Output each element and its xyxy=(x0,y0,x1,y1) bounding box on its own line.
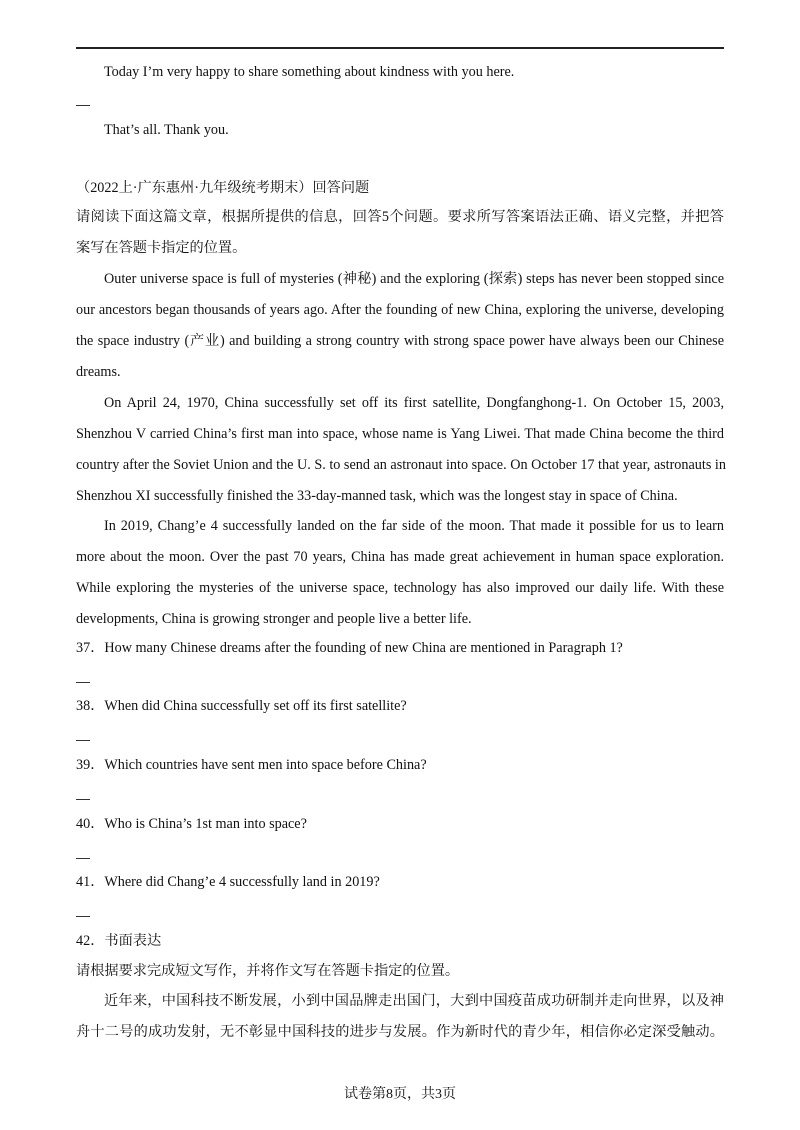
passage-line: Shenzhou V carried China’s first man into space, whose name is Yang Liwei. That made China become the third xyxy=(76,426,724,442)
passage-line: developments, China is growing stronger and people live a better life. xyxy=(76,611,472,627)
writing-title: 42．书面表达 xyxy=(76,933,162,949)
passage-line: our ancestors began thousands of years ago. After the founding of new China, exploring the universe, developing xyxy=(76,302,724,318)
passage-line: While exploring the mysteries of the universe space, technology has also improved our daily life. With these xyxy=(76,580,724,596)
passage-line: In 2019, Chang’e 4 successfully landed on the far side of the moon. That made it possible for us to learn xyxy=(104,518,724,534)
writing-prompt-line: 近年来，中国科技不断发展，小到中国品牌走出国门，大到中国疫苗成功研制并走向世界，以及神 xyxy=(104,993,724,1009)
question-38: 38．When did China successfully set off its first satellite? xyxy=(76,698,407,714)
header-line-2: That’s all. Thank you. xyxy=(104,122,229,138)
instruction-line-1: 请阅读下面这篇文章，根据所提供的信息，回答5个问题。要求所写答案语法正确、语义完整，并把答 xyxy=(76,209,724,225)
passage-line: On April 24, 1970, China successfully set off its first satellite, Dongfanghong-1. On October 15, 2003, xyxy=(104,395,724,411)
writing-instruction: 请根据要求完成短文写作，并将作文写在答题卡指定的位置。 xyxy=(76,963,460,979)
answer-blank xyxy=(76,799,90,800)
question-41: 41．Where did Chang’e 4 successfully land in 2019? xyxy=(76,874,380,890)
answer-blank xyxy=(76,105,90,106)
answer-blank xyxy=(76,740,90,741)
passage-line: country after the Soviet Union and the U. S. to send an astronaut into space. On October 17 that year, astronauts in xyxy=(76,457,726,473)
passage-line: dreams. xyxy=(76,364,121,380)
question-40: 40．Who is China’s 1st man into space? xyxy=(76,816,307,832)
instruction-line-2: 案写在答题卡指定的位置。 xyxy=(76,240,247,256)
answer-blank xyxy=(76,682,90,683)
passage-line: the space industry (产业) and building a strong country with strong space power have always been our Chinese xyxy=(76,333,724,349)
passage-line: more about the moon. Over the past 70 years, China has made great achievement in human space exploration. xyxy=(76,549,724,565)
header-line-1: Today I’m very happy to share something about kindness with you here. xyxy=(104,64,515,80)
question-source: （2022上·广东惠州·九年级统考期末）回答问题 xyxy=(76,180,370,196)
top-rule xyxy=(76,47,724,49)
passage-line: Outer universe space is full of mysteries (神秘) and the exploring (探索) steps has never been stopped since xyxy=(104,271,724,287)
question-37: 37．How many Chinese dreams after the founding of new China are mentioned in Paragraph 1? xyxy=(76,640,623,656)
page-footer: 试卷第8页，共3页 xyxy=(344,1087,456,1102)
answer-blank xyxy=(76,858,90,859)
answer-blank xyxy=(76,916,90,917)
passage-line: Shenzhou XI successfully finished the 33-day-manned task, which was the longest stay in space of China. xyxy=(76,488,678,504)
question-39: 39．Which countries have sent men into space before China? xyxy=(76,757,427,773)
writing-prompt-line: 舟十二号的成功发射，无不彰显中国科技的进步与发展。作为新时代的青少年，相信你必定深受触动。 xyxy=(76,1024,724,1040)
